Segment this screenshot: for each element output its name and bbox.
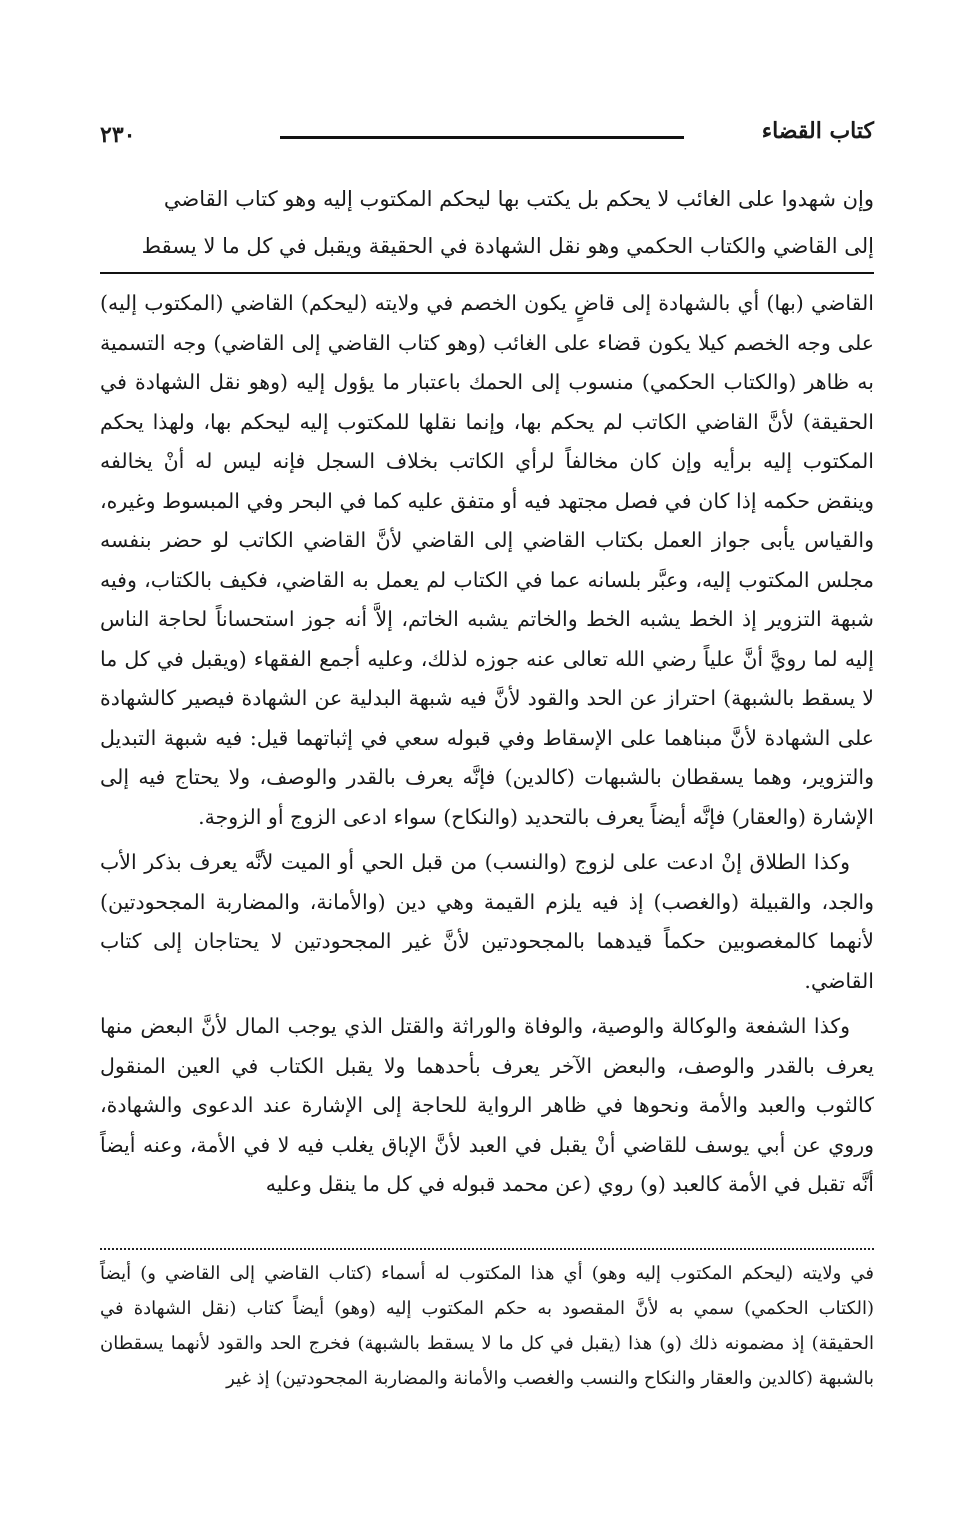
commentary-text xyxy=(100,284,874,1205)
matn-line: وإن شهدوا على الغائب لا يحكم بل يكتب بها ليحكم المكتوب إليه وهو كتاب القاضي xyxy=(163,187,874,211)
header-rule xyxy=(280,136,684,139)
commentary-paragraph: القاضي (بها) أي بالشهادة إلى قاضٍ يكون الخصم في ولايته (ليحكم) القاضي (المكتوب إليه) على وجه الخصم كيلا يكون قضاء على الغائب (وهو كتاب القاضي إلى القاضي) وجه التسمية به ظاهر (والكتاب الحكمي) منسوب إلى الحمك باعتبار ما يؤول إليه (وهو نقل الشهادة في الحقيقة) لأنَّ القاضي الكاتب لم يحكم بها، وإنما نقلها للمكتوب إليه ليحكم بها، ولهذا يحكم المكتوب إليه برأيه وإن كان مخالفاً لرأي الكاتب بخلاف السجل فإنه ليس له أنْ يخالفه وينقض حكمه إذا كان في فصل مجتهد فيه أو متفق عليه كما في البحر وفي المبسوط وغيره، والقياس يأبى جواز العمل بكتاب القاضي إلى القاضي لأنَّ القاضي الكاتب لو حضر بنفسه مجلس المكتوب إليه، وعبَّر بلسانه عما في الكتاب لم يعمل به القاضي، فكيف بالكتاب، وفيه شبهة التزوير إذ الخط يشبه الخط والخاتم يشبه الخاتم، إلاَّ أنه جوز استحساناً لحاجة الناس إليه لما رويَّ أنَّ علياً رضي الله تعالى عنه جوزه لذلك، وعليه أجمع الفقهاء (ويقبل في كل ما لا يسقط بالشبهة) احتراز عن الحد والقود لأنَّ فيه شبهة البدلية عن الشهادة فيصير كالشهادة على الشهادة لأنَّ مبناهما على الإسقاط وفي قبوله سعي في إثباتهما قيل: فيه شبهة التبديل والتزوير، وهما يسقطان بالشبهات (كالدين) فإنَّه يعرف بالقدر والوصف، ولا يحتاج فيه إلى الإشارة (والعقار) فإنَّه أيضاً يعرف بالتحديد (والنكاح) سواء ادعى الزوج أو الزوجة. xyxy=(100,291,874,829)
commentary-paragraph: وكذا الطلاق إنْ ادعت على لزوج (والنسب) من قبل الحي أو الميت لأنَّه يعرف بذكر الأب والجد، والقبيلة (والغصب) إذ فيه يلزم القيمة وهي دين (والأمانة، والمضاربة المجحودتين) لأنهما كالمغصوبين حكماً قيدهما بالمجحودتين لأنَّ غير المجحودتين لا يحتاجان إلى كتاب القاضي. xyxy=(100,850,874,993)
book-title: كتاب القضاء xyxy=(761,118,874,144)
page-header xyxy=(100,118,874,158)
page-number: ٢٣٠ xyxy=(100,122,136,148)
footnote-text xyxy=(100,1256,874,1396)
matn-line: إلى القاضي والكتاب الحكمي وهو نقل الشهادة في الحقيقة ويقبل في كل ما لا يسقط xyxy=(141,234,874,258)
matn-separator-rule xyxy=(100,272,874,274)
matn-text xyxy=(100,176,874,270)
commentary-paragraph: وكذا الشفعة والوكالة والوصية، والوفاة والوراثة والقتل الذي يوجب المال لأنَّ البعض منها يعرف بالقدر والوصف، والبعض الآخر يعرف بأحدهما ولا يقبل الكتاب في العين المنقول كالثوب والعبد والأمة ونحوها في ظاهر الرواية للحاجة إلى الإشارة عند الدعوى والشهادة، وروي عن أبي يوسف للقاضي أنْ يقبل في العبد لأنَّ الإباق يغلب فيه لا في الأمة، وعنه أيضاً أنَّه تقبل في الأمة كالعبد (و) روي (عن محمد قبوله في كل ما ينقل وعليه xyxy=(100,1014,874,1196)
footnote-paragraph: في ولايته (ليحكم المكتوب إليه وهو) أي هذا المكتوب له أسماء (كتاب القاضي إلى القاضي و) أيضاً (الكتاب الحكمي) سمي به لأنَّ المقصود به حكم المكتوب إليه (وهو) أيضاً كتاب (نقل الشهادة في الحقيقة) إذ مضمونه ذلك (و) هذا (يقبل في كل ما لا يسقط بالشبهة) فخرج الحد والقود لأنهما يسقطان بالشبهة (كالدين والعقار والنكاح والنسب والغصب والأمانة والمضاربة المجحودتين) إذ غير xyxy=(100,1263,874,1389)
footnote-separator-dots xyxy=(100,1248,874,1250)
